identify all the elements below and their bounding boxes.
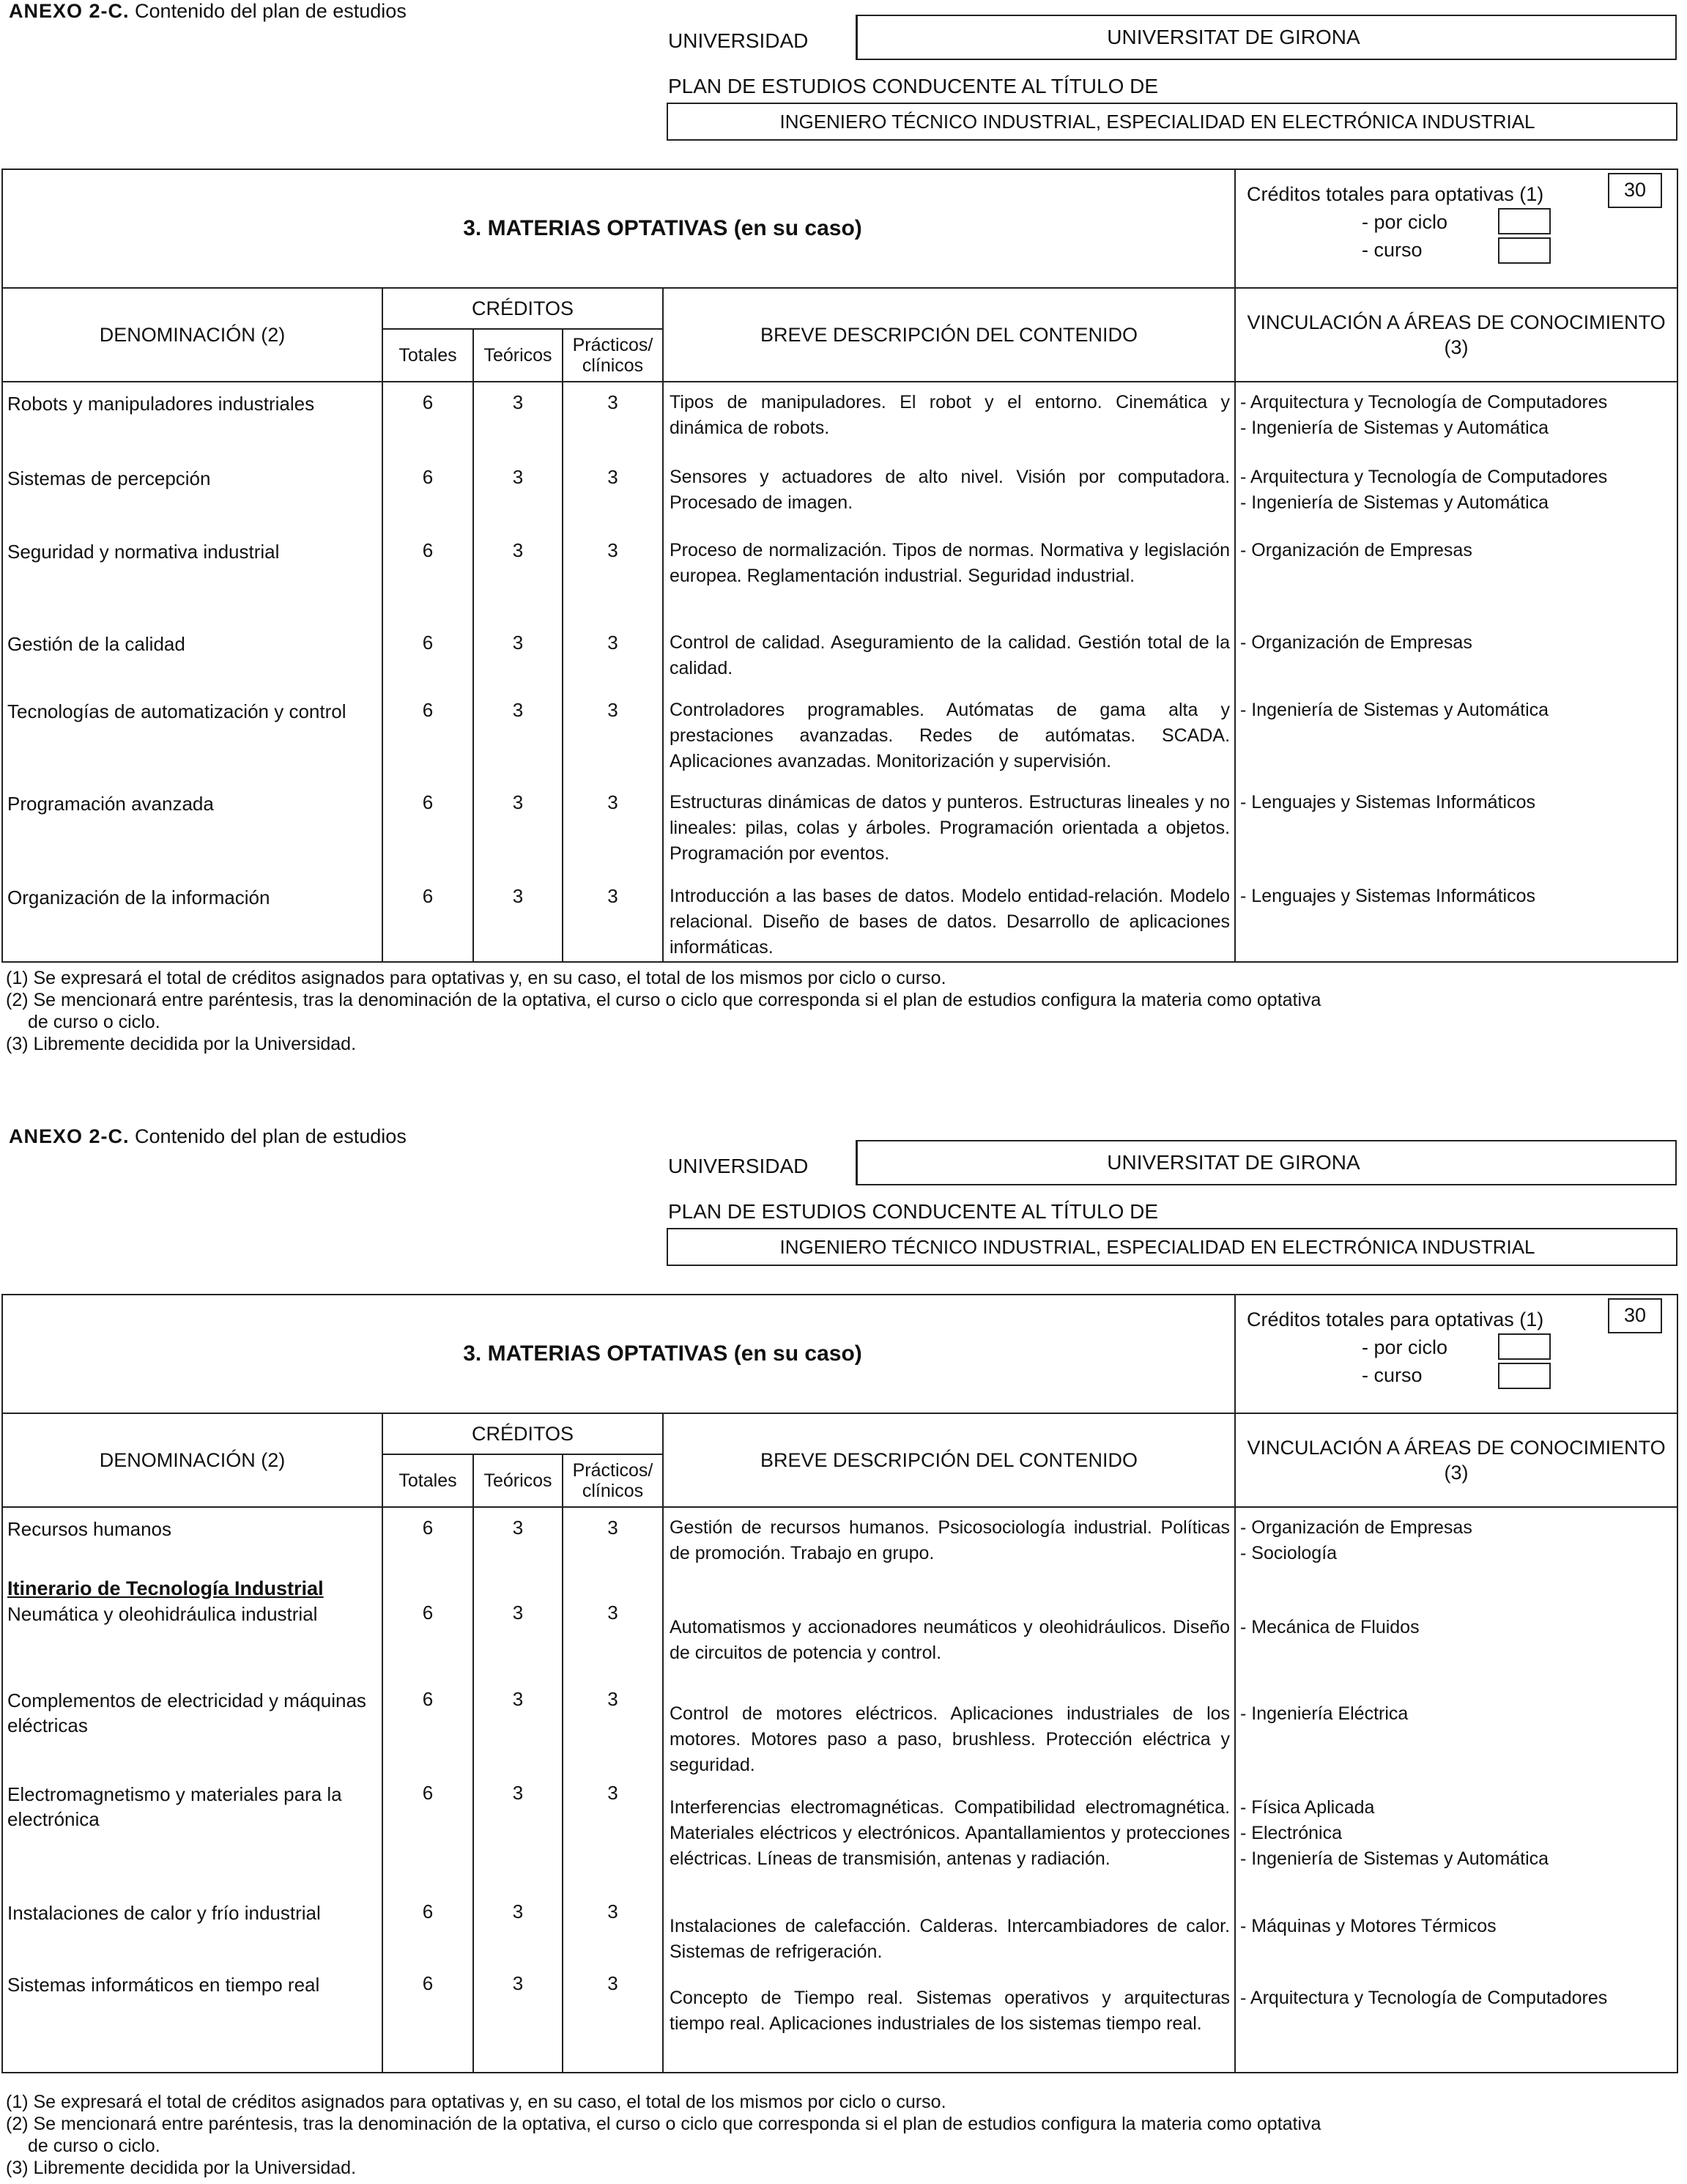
row-totales: 6 <box>422 1688 434 1710</box>
row-areas <box>1240 1914 1672 1985</box>
area-item: - Electrónica <box>1240 1823 1342 1843</box>
area-item: - Arquitectura y Tecnología de Computadores <box>1240 1988 1608 2008</box>
header-practicos: Prácticos/ clínicos <box>563 1454 663 1507</box>
header-denominacion: DENOMINACIÓN (2) <box>2 288 382 382</box>
practicos-column <box>563 382 663 962</box>
anexo-label: ANEXO 2-C. <box>9 0 130 22</box>
row-areas <box>1240 1515 1672 1615</box>
creditos-totales-panel <box>1235 169 1677 288</box>
curso-label: - curso <box>1362 239 1423 261</box>
row-teoricos: 3 <box>512 885 524 907</box>
row-descripcion: Control de motores eléctricos. Aplicaciones industriales de los motores. Motores paso a paso, brushless. Protección eléctrica y seguridad. <box>670 1703 1231 1775</box>
row-teoricos: 3 <box>512 1517 524 1539</box>
area-item: - Arquitectura y Tecnología de Computadores <box>1240 392 1608 412</box>
creditos-totales-value: 30 <box>1608 1298 1662 1333</box>
creditos-totales-label: Créditos totales para optativas (1) <box>1247 1308 1544 1330</box>
row-totales: 6 <box>422 885 434 907</box>
footnote-3: (3) Libremente decidida por la Universidad. <box>6 2158 357 2178</box>
row-denominacion: Robots y manipuladores industriales <box>7 393 315 415</box>
row-descripcion: Concepto de Tiempo real. Sistemas operativos y arquitecturas tiempo real. Aplicaciones industriales de los sistemas tiempo real. <box>670 1988 1231 2034</box>
row-denominacion: Electromagnetismo y materiales para la electrónica <box>7 1783 342 1830</box>
row-descripcion: Introducción a las bases de datos. Modelo entidad-relación. Modelo relacional. Diseño de bases de datos. Desarrollo de aplicaciones informáticas. <box>670 886 1231 958</box>
titulo-value: INGENIERO TÉCNICO INDUSTRIAL, ESPECIALIDAD EN ELECTRÓNICA INDUSTRIAL <box>667 103 1677 141</box>
footnote-2-cont: de curso o ciclo. <box>28 2136 160 2156</box>
row-areas <box>1240 538 1672 630</box>
footnote-3: (3) Libremente decidida por la Universidad. <box>6 1034 357 1054</box>
row-descripcion: Automatismos y accionadores neumáticos y oleohidráulicos. Diseño de circuitos de potencia y control. <box>670 1617 1231 1663</box>
descripcion-column <box>663 382 1235 962</box>
anexo-heading <box>9 0 407 22</box>
row-teoricos: 3 <box>512 1602 524 1624</box>
footnote-1: (1) Se expresará el total de créditos asignados para optativas y, en su caso, el total de los mismos por ciclo o curso. <box>6 2092 946 2112</box>
optativas-table <box>1 169 1678 963</box>
header-vinculacion: VINCULACIÓN A ÁREAS DE CONOCIMIENTO (3) <box>1235 288 1677 382</box>
por-ciclo-label: - por ciclo <box>1362 211 1448 233</box>
row-totales: 6 <box>422 632 434 654</box>
area-item: - Física Aplicada <box>1240 1797 1375 1818</box>
row-areas <box>1240 1795 1672 1914</box>
row-descripcion: Control de calidad. Aseguramiento de la calidad. Gestión total de la calidad. <box>670 632 1231 678</box>
practicos-column <box>563 1507 663 2073</box>
row-practicos: 3 <box>607 1782 618 1804</box>
row-totales: 6 <box>422 391 434 413</box>
header-vinculacion: VINCULACIÓN A ÁREAS DE CONOCIMIENTO (3) <box>1235 1413 1677 1507</box>
row-teoricos: 3 <box>512 1782 524 1804</box>
row-denominacion: Organización de la información <box>7 886 270 908</box>
row-teoricos: 3 <box>512 466 524 488</box>
area-item: - Lenguajes y Sistemas Informáticos <box>1240 792 1535 812</box>
row-denominacion: Seguridad y normativa industrial <box>7 541 280 563</box>
row-areas <box>1240 884 1672 909</box>
row-totales: 6 <box>422 1602 434 1624</box>
row-denominacion: Sistemas de percepción <box>7 467 211 489</box>
row-denominacion: Programación avanzada <box>7 793 214 815</box>
row-teoricos: 3 <box>512 539 524 561</box>
row-teoricos: 3 <box>512 1972 524 1994</box>
creditos-totales-label: Créditos totales para optativas (1) <box>1247 183 1544 205</box>
curso-box <box>1498 237 1551 264</box>
area-item: - Ingeniería de Sistemas y Automática <box>1240 1848 1549 1869</box>
row-practicos: 3 <box>607 1517 618 1539</box>
row-practicos: 3 <box>607 699 618 721</box>
row-totales: 6 <box>422 1900 434 1922</box>
row-areas <box>1240 1615 1672 1701</box>
row-descripcion: Tipos de manipuladores. El robot y el entorno. Cinemática y dinámica de robots. <box>670 392 1231 438</box>
row-practicos: 3 <box>607 632 618 654</box>
curso-label: - curso <box>1362 1364 1423 1386</box>
anexo-subtitle: Contenido del plan de estudios <box>135 1125 407 1147</box>
area-item: - Sociología <box>1240 1543 1338 1563</box>
section-title: 3. MATERIAS OPTATIVAS (en su caso) <box>2 1295 1235 1413</box>
footnotes <box>6 967 1321 1055</box>
section-title: 3. MATERIAS OPTATIVAS (en su caso) <box>2 169 1235 288</box>
area-item: - Ingeniería Eléctrica <box>1240 1703 1409 1724</box>
row-teoricos: 3 <box>512 632 524 654</box>
row-areas <box>1240 1985 1672 2011</box>
row-practicos: 3 <box>607 466 618 488</box>
row-areas <box>1240 464 1672 538</box>
area-item: - Organización de Empresas <box>1240 1517 1472 1538</box>
universidad-value: UNIVERSITAT DE GIRONA <box>856 1140 1677 1185</box>
footnote-1: (1) Se expresará el total de créditos asignados para optativas y, en su caso, el total de los mismos por ciclo o curso. <box>6 968 946 988</box>
row-totales: 6 <box>422 1517 434 1539</box>
header-denominacion: DENOMINACIÓN (2) <box>2 1413 382 1507</box>
anexo-label: ANEXO 2-C. <box>9 1125 130 1147</box>
row-denominacion: Gestión de la calidad <box>7 633 185 655</box>
creditos-totales-value: 30 <box>1608 173 1662 208</box>
header-creditos: CRÉDITOS <box>382 1413 663 1454</box>
por-ciclo-box <box>1498 1333 1551 1360</box>
header-creditos: CRÉDITOS <box>382 288 663 329</box>
row-practicos: 3 <box>607 1972 618 1994</box>
vinculacion-column <box>1235 1507 1677 2073</box>
row-areas <box>1240 630 1672 697</box>
row-practicos: 3 <box>607 1688 618 1710</box>
row-practicos: 3 <box>607 885 618 907</box>
universidad-label: UNIVERSIDAD <box>668 1155 809 1177</box>
row-descripcion: Proceso de normalización. Tipos de normas. Normativa y legislación europea. Reglamentación industrial. Seguridad industrial. <box>670 540 1231 586</box>
area-item: - Arquitectura y Tecnología de Computadores <box>1240 467 1608 487</box>
header-descripcion: BREVE DESCRIPCIÓN DEL CONTENIDO <box>663 288 1235 382</box>
area-item: - Ingeniería de Sistemas y Automática <box>1240 700 1549 720</box>
row-descripcion: Instalaciones de calefacción. Calderas. Intercambiadores de calor. Sistemas de refrigeración. <box>670 1916 1231 1962</box>
row-totales: 6 <box>422 1972 434 1994</box>
row-areas <box>1240 1701 1672 1795</box>
row-denominacion: Tecnologías de automatización y control <box>7 700 346 722</box>
plan-label: PLAN DE ESTUDIOS CONDUCENTE AL TÍTULO DE <box>668 75 1159 97</box>
creditos-totales-panel <box>1235 1295 1677 1413</box>
optativas-table <box>1 1294 1678 2073</box>
row-totales: 6 <box>422 699 434 721</box>
row-practicos: 3 <box>607 1602 618 1624</box>
header-totales: Totales <box>382 329 473 382</box>
row-totales: 6 <box>422 466 434 488</box>
header-descripcion: BREVE DESCRIPCIÓN DEL CONTENIDO <box>663 1413 1235 1507</box>
row-practicos: 3 <box>607 791 618 813</box>
row-denominacion: Sistemas informáticos en tiempo real <box>7 1974 320 1996</box>
plan-label: PLAN DE ESTUDIOS CONDUCENTE AL TÍTULO DE <box>668 1200 1159 1223</box>
vinculacion-column <box>1235 382 1677 962</box>
row-descripcion: Controladores programables. Autómatas de gama alta y prestaciones avanzadas. Redes de autómatas. SCADA. Aplicaciones avanzadas. Monitorización y supervisión. <box>670 700 1231 771</box>
row-denominacion: Complementos de electricidad y máquinas eléctricas <box>7 1689 366 1736</box>
por-ciclo-box <box>1498 208 1551 234</box>
area-item: - Mecánica de Fluidos <box>1240 1617 1420 1637</box>
curso-box <box>1498 1363 1551 1389</box>
row-teoricos: 3 <box>512 1688 524 1710</box>
totales-column <box>382 1507 473 2073</box>
anexo-heading <box>9 1125 407 1147</box>
row-denominacion: Recursos humanos <box>7 1518 171 1540</box>
totales-column <box>382 382 473 962</box>
teoricos-column <box>473 1507 563 2073</box>
row-descripcion: Interferencias electromagnéticas. Compatibilidad electromagnética. Materiales eléctricos y electrónicos. Apantallamientos y protecciones eléctricas. Líneas de transmisión, antenas y radiación. <box>670 1797 1231 1869</box>
row-descripcion: Gestión de recursos humanos. Psicosociología industrial. Políticas de promoción. Trabajo en grupo. <box>670 1517 1231 1563</box>
row-descripcion: Sensores y actuadores de alto nivel. Visión por computadora. Procesado de imagen. <box>670 467 1231 513</box>
row-teoricos: 3 <box>512 391 524 413</box>
descripcion-column <box>663 1507 1235 2073</box>
row-totales: 6 <box>422 539 434 561</box>
row-teoricos: 3 <box>512 791 524 813</box>
row-areas <box>1240 697 1672 790</box>
row-denominacion: Instalaciones de calor y frío industrial <box>7 1902 321 1924</box>
row-denominacion: Neumática y oleohidráulica industrial <box>7 1603 318 1625</box>
area-item: - Máquinas y Motores Térmicos <box>1240 1916 1497 1936</box>
footnote-2: (2) Se mencionará entre paréntesis, tras la denominación de la optativa, el curso o ciclo que corresponda si el plan de estudios configura la materia como optativa <box>6 990 1321 1010</box>
universidad-label: UNIVERSIDAD <box>668 29 809 52</box>
row-descripcion: Estructuras dinámicas de datos y punteros. Estructuras lineales y no lineales: pilas, colas y árboles. Programación orientada a objetos. Programación por eventos. <box>670 792 1231 864</box>
row-practicos: 3 <box>607 1900 618 1922</box>
row-totales: 6 <box>422 791 434 813</box>
row-practicos: 3 <box>607 391 618 413</box>
por-ciclo-label: - por ciclo <box>1362 1336 1448 1358</box>
row-areas <box>1240 790 1672 884</box>
area-item: - Ingeniería de Sistemas y Automática <box>1240 492 1549 513</box>
denominacion-column <box>2 1507 382 2073</box>
universidad-value: UNIVERSITAT DE GIRONA <box>856 15 1677 60</box>
row-teoricos: 3 <box>512 1900 524 1922</box>
header-practicos: Prácticos/ clínicos <box>563 329 663 382</box>
titulo-value: INGENIERO TÉCNICO INDUSTRIAL, ESPECIALIDAD EN ELECTRÓNICA INDUSTRIAL <box>667 1228 1677 1266</box>
footnote-2: (2) Se mencionará entre paréntesis, tras la denominación de la optativa, el curso o ciclo que corresponda si el plan de estudios configura la materia como optativa <box>6 2114 1321 2134</box>
header-teoricos: Teóricos <box>473 1454 563 1507</box>
area-item: - Lenguajes y Sistemas Informáticos <box>1240 886 1535 906</box>
row-areas <box>1240 390 1672 464</box>
area-item: - Organización de Empresas <box>1240 632 1472 653</box>
header-teoricos: Teóricos <box>473 329 563 382</box>
plan-page-2 <box>0 1125 1687 2184</box>
row-practicos: 3 <box>607 539 618 561</box>
denominacion-column <box>2 382 382 962</box>
row-totales: 6 <box>422 1782 434 1804</box>
row-teoricos: 3 <box>512 699 524 721</box>
anexo-subtitle: Contenido del plan de estudios <box>135 0 407 22</box>
itinerario-heading: Itinerario de Tecnología Industrial <box>7 1577 324 1599</box>
area-item: - Organización de Empresas <box>1240 540 1472 560</box>
header-totales: Totales <box>382 1454 473 1507</box>
footnote-2-cont: de curso o ciclo. <box>28 1012 160 1032</box>
area-item: - Ingeniería de Sistemas y Automática <box>1240 418 1549 438</box>
teoricos-column <box>473 382 563 962</box>
footnotes <box>6 2091 1321 2179</box>
